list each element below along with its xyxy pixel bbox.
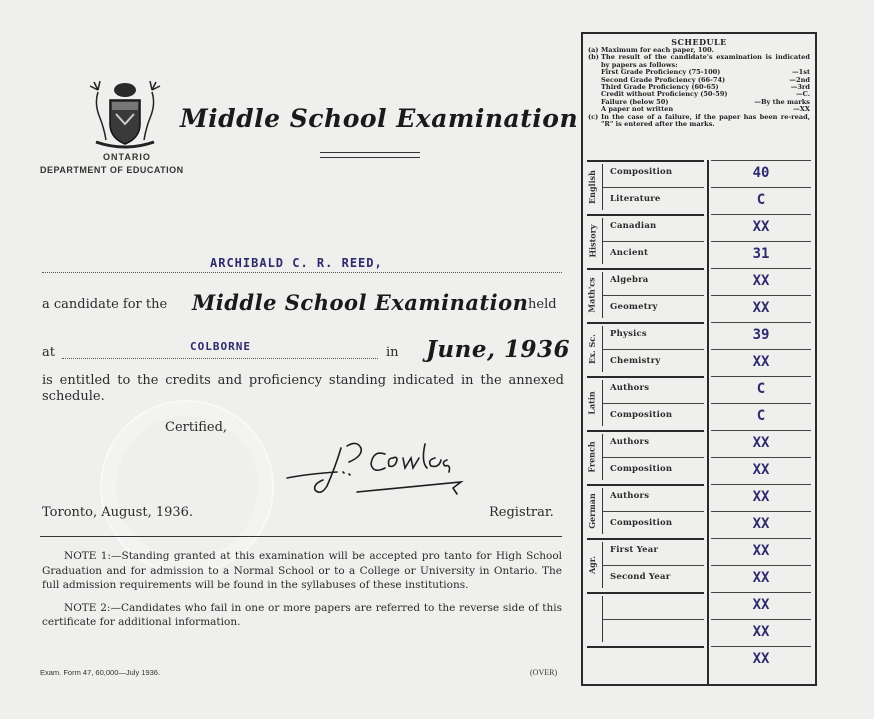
- divider: [40, 536, 562, 537]
- note-2: NOTE 2:—Candidates who fail in one or more papers are referred to the reverse side of this certificate for additional information.: [42, 601, 562, 628]
- subject-name: Physics: [610, 329, 647, 339]
- row-divider: [711, 160, 811, 161]
- table-row: [583, 376, 815, 403]
- table-row: [583, 187, 815, 214]
- subject-name: Composition: [610, 410, 673, 420]
- row-divider: [603, 295, 704, 296]
- group-label: Latin: [587, 391, 598, 415]
- table-row: [583, 295, 815, 322]
- ontario-coat-of-arms-icon: [86, 78, 164, 150]
- row-divider: [711, 295, 811, 296]
- subject-name: Second Year: [610, 572, 671, 582]
- table-row: [583, 349, 815, 376]
- registrar-label: Registrar.: [489, 505, 554, 520]
- row-divider: [711, 619, 811, 620]
- subject-group: [583, 322, 815, 376]
- subject-mark: XX: [752, 300, 770, 316]
- notes-section: [42, 549, 562, 638]
- table-row: [583, 214, 815, 241]
- schedule-heading: SCHEDULE: [671, 37, 727, 47]
- subject-mark: XX: [752, 435, 770, 451]
- subject-name: Canadian: [610, 221, 657, 231]
- issued-place-date: Toronto, August, 1936.: [42, 505, 194, 520]
- table-row: [583, 457, 815, 484]
- candidate-name: ARCHIBALD C. R. REED,: [210, 256, 383, 270]
- row-divider: [711, 592, 811, 593]
- subject-name: Algebra: [610, 275, 649, 285]
- department-label: DEPARTMENT OF EDUCATION: [40, 165, 184, 175]
- table-row: [583, 538, 815, 565]
- held-label: held: [528, 297, 557, 312]
- over-label: (OVER): [530, 668, 558, 677]
- subject-mark: XX: [752, 597, 770, 613]
- subject-mark: XX: [752, 651, 770, 667]
- table-row: [583, 268, 815, 295]
- group-label: English: [587, 170, 597, 204]
- subject-name: Literature: [610, 194, 661, 204]
- group-label: History: [587, 224, 597, 258]
- table-row: [583, 403, 815, 430]
- subject-name: Composition: [610, 464, 673, 474]
- page-title: Middle School Examination: [180, 104, 579, 133]
- table-row: [583, 430, 815, 457]
- subject-mark: 31: [752, 246, 770, 262]
- subject-mark: XX: [752, 462, 770, 478]
- row-divider: [603, 619, 704, 620]
- group-label: German: [587, 493, 598, 529]
- row-divider: [711, 349, 811, 350]
- row-divider: [711, 187, 811, 188]
- table-row: [583, 565, 815, 592]
- subject-mark: C: [756, 381, 766, 397]
- exam-name: Middle School Examination: [192, 290, 529, 315]
- subject-group: [583, 484, 815, 538]
- title-underline: [320, 152, 420, 158]
- schedule-note-b: The result of the candidate's examination is indicated by papers as follows:: [601, 53, 810, 69]
- row-divider: [711, 403, 811, 404]
- subject-group: [583, 430, 815, 484]
- row-divider: [603, 349, 704, 350]
- row-divider: [711, 484, 811, 485]
- subject-name: Composition: [610, 518, 673, 528]
- form-number: Exam. Form 47, 60,000—July 1936.: [40, 668, 161, 677]
- subject-name: Authors: [610, 383, 650, 393]
- subject-name: Geometry: [610, 302, 658, 312]
- row-divider: [603, 457, 704, 458]
- row-divider: [711, 538, 811, 539]
- subject-group: [583, 160, 815, 214]
- subject-mark: C: [756, 408, 766, 424]
- subject-name: Authors: [610, 437, 650, 447]
- row-divider: [711, 268, 811, 269]
- subject-mark: XX: [752, 570, 770, 586]
- entitled-statement: is entitled to the credits and proficiency standing indicated in the annexed schedule.: [42, 373, 564, 404]
- subject-mark: XX: [752, 489, 770, 505]
- schedule-note-a: Maximum for each paper, 100.: [601, 46, 714, 54]
- group-label: French: [587, 441, 598, 473]
- table-row: [583, 322, 815, 349]
- table-row: [583, 646, 815, 673]
- table-row: [583, 592, 815, 619]
- group-label: Math'cs: [587, 277, 597, 313]
- province-label: ONTARIO: [103, 152, 151, 162]
- table-row: [583, 484, 815, 511]
- row-divider: [711, 511, 811, 512]
- subject-mark: 40: [752, 165, 770, 181]
- row-divider: [711, 646, 811, 647]
- subject-group: [583, 268, 815, 322]
- subject-name: Composition: [610, 167, 673, 177]
- candidate-prefix: a candidate for the: [42, 297, 168, 312]
- certified-label: Certified,: [165, 420, 228, 435]
- row-divider: [603, 403, 704, 404]
- table-row: [583, 619, 815, 646]
- exam-date: June, 1936: [426, 336, 570, 363]
- row-divider: [711, 430, 811, 431]
- subject-mark: C: [756, 192, 766, 208]
- subject-name: Ancient: [610, 248, 649, 258]
- subject-mark: XX: [752, 516, 770, 532]
- subject-group: [583, 592, 815, 646]
- note-1: NOTE 1:—Standing granted at this examination will be accepted pro tanto for High School Graduation and for admission to a Normal School or to a College or University in Ontario. The full admission requirements will be found in the syllabuses of these institutions.: [42, 550, 562, 591]
- at-label: at: [42, 345, 55, 360]
- row-divider: [603, 565, 704, 566]
- table-row: [583, 241, 815, 268]
- row-divider: [711, 322, 811, 323]
- row-divider: [603, 511, 704, 512]
- subject-mark: XX: [752, 273, 770, 289]
- row-divider: [711, 457, 811, 458]
- schedule-note-c: In the case of a failure, if the paper has been re-read, "R" is entered after the marks.: [601, 112, 810, 129]
- row-divider: [711, 565, 811, 566]
- row-divider: [711, 214, 811, 215]
- exam-location: COLBORNE: [190, 340, 251, 353]
- subject-mark: XX: [752, 219, 770, 235]
- row-divider: [711, 376, 811, 377]
- grade-legend: First Grade Proficiency (75-100) —1st Second Grade Proficiency (66-74) —2nd Third Grade Proficiency (60-65) —3rd Credit without Proficiency (50-59) —C. Failure (below 50) —By the marks A paper not written —XX: [601, 68, 810, 114]
- subject-name: Chemistry: [610, 356, 661, 366]
- row-divider: [603, 187, 704, 188]
- table-row: [583, 160, 815, 187]
- table-row: [583, 511, 815, 538]
- row-divider: [603, 241, 704, 242]
- schedule-box: [581, 32, 817, 686]
- subject-group: [583, 214, 815, 268]
- subject-mark: 39: [752, 327, 770, 343]
- subject-mark: XX: [752, 543, 770, 559]
- subject-name: Authors: [610, 491, 650, 501]
- group-label: Ex. Sc.: [587, 334, 597, 364]
- subject-mark: XX: [752, 354, 770, 370]
- subject-group: [583, 376, 815, 430]
- row-divider: [711, 241, 811, 242]
- group-label: Agr.: [587, 555, 598, 575]
- subject-group: [583, 538, 815, 592]
- subject-group: [583, 646, 815, 673]
- in-label: in: [386, 345, 399, 360]
- registrar-signature-icon: [285, 438, 495, 508]
- subject-mark: XX: [752, 624, 770, 640]
- schedule-notes: (a) Maximum for each paper, 100. (b) The result of the candidate's examination is indicated by papers as follows: First Grade Proficiency (75-100) —1st Second Grade Proficiency (66-74) —2nd Third Grade Proficiency (60-65) —3rd Credit without Proficiency (50-59) —C. Failure (below 50) —By the marks A paper not written —XX (c) In the case of a failure, if the paper has been re-read, "R" is entered after the marks.: [588, 46, 810, 129]
- subject-name: First Year: [610, 545, 659, 555]
